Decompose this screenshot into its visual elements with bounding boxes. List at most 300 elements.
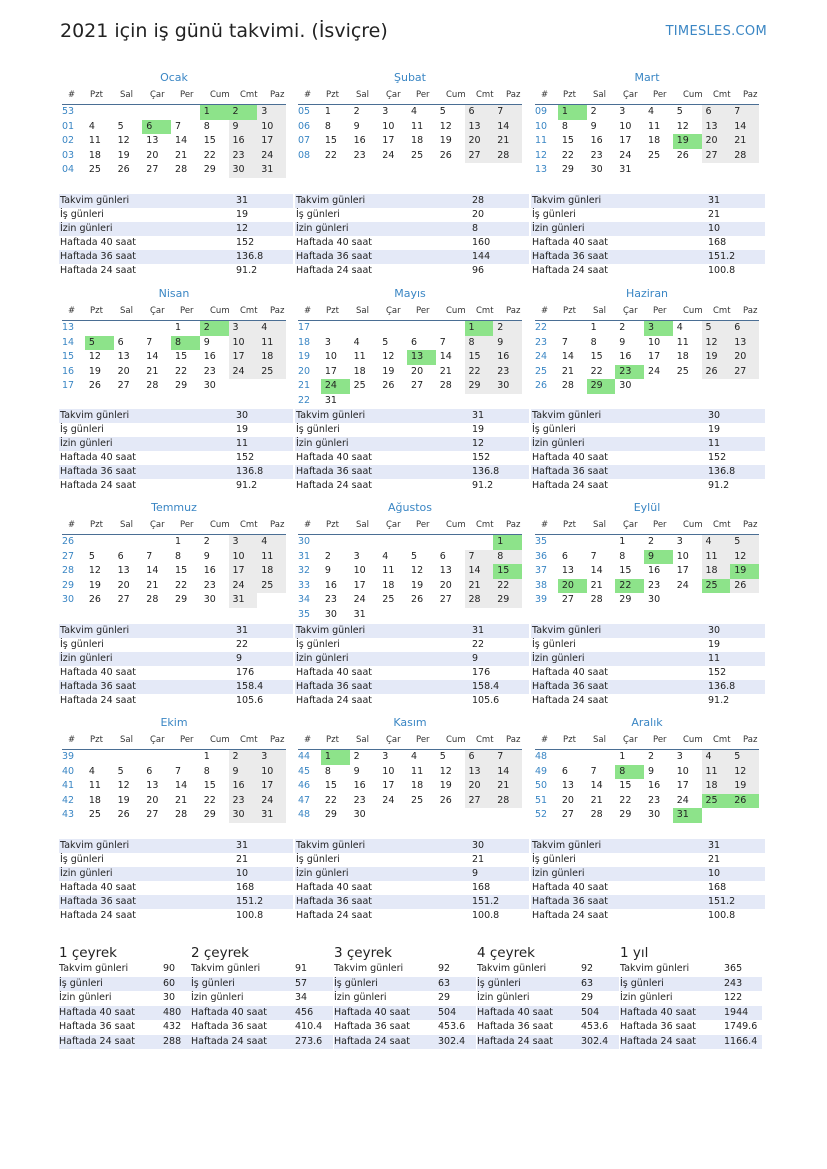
day-cell: 24 [382,794,395,806]
day-cell: 23 [353,794,366,806]
month-stats [295,839,529,923]
stat-value: 152 [708,667,727,678]
quarter-stat-row [620,1006,762,1021]
stat-value: 160 [472,237,491,248]
day-cell: 18 [411,135,424,146]
day-cell: 3 [676,536,683,547]
week-number: 07 [298,135,311,146]
day-cell: 5 [117,120,124,132]
week-row [535,321,759,336]
day-cell: 12 [702,336,731,351]
stat-value: 57 [295,977,308,989]
stat-row [295,694,529,708]
weekday-header [62,516,286,535]
week-number: 53 [62,106,75,117]
stat-row [531,194,765,208]
day-cell: 10 [257,765,286,780]
day-cell: 2 [619,322,626,333]
day-cell: 6 [465,105,494,120]
stat-row [531,652,765,666]
holiday-day: 3 [644,321,673,336]
day-cell: 28 [561,380,574,391]
week-row [535,336,759,351]
month-block [298,70,522,163]
month-name: Ocak [160,71,188,84]
day-cell: 9 [229,120,258,135]
stat-row [531,666,765,680]
day-cell: 14 [146,565,159,576]
stat-label: Haftada 24 saat [60,910,136,921]
day-cell: 8 [324,120,331,132]
week-number: 05 [298,106,311,117]
week-number: 34 [298,594,311,605]
weekday-label: Cum [683,90,703,100]
stat-label: Haftada 36 saat [60,896,136,907]
day-cell: 20 [117,365,130,377]
day-cell: 28 [146,594,159,605]
month-name: Temmuz [151,501,197,514]
stat-value: 1166.4 [724,1035,758,1047]
month-block [62,286,286,394]
day-cell: 2 [353,106,360,117]
day-cell: 30 [648,594,661,605]
holiday-day: 19 [673,134,702,149]
stat-label: Takvim günleri [296,410,366,421]
stat-row [295,479,529,493]
day-cell: 21 [465,579,494,594]
day-cell: 28 [175,809,188,820]
day-cell: 20 [146,149,159,161]
week-row [298,105,522,120]
stat-value: 504 [581,1006,600,1018]
day-cell: 4 [353,336,360,348]
week-row [535,163,759,178]
stat-label: Haftada 40 saat [477,1006,553,1018]
day-cell: 17 [382,135,395,146]
day-cell: 6 [561,765,568,777]
stat-value: 91.2 [236,265,258,276]
day-cell [407,394,436,409]
stat-value: 1944 [724,1006,749,1018]
week-number: 48 [535,751,548,762]
day-cell: 22 [175,579,188,591]
week-row [62,365,286,380]
weekday-label: Pzt [90,520,103,530]
stat-row [295,853,529,867]
day-cell: 20 [439,579,452,591]
day-cell: 19 [439,135,452,146]
stat-row [531,264,765,278]
week-number: 32 [298,565,311,576]
stat-value: 31 [236,195,249,206]
weekday-label: Per [180,90,194,100]
day-cell [142,535,171,550]
stat-label: İş günleri [191,977,235,989]
week-number: 28 [62,565,75,576]
stat-value: 21 [236,854,249,865]
stat-row [531,222,765,236]
holiday-day: 6 [142,120,171,135]
day-cell: 8 [590,336,597,348]
weekday-label: Pzt [90,735,103,745]
day-cell: 17 [648,351,661,362]
day-cell: 18 [702,564,731,579]
day-cell: 22 [203,149,216,161]
stat-label: Takvim günleri [334,963,404,974]
stat-value: 30 [236,410,249,421]
weekday-label: # [541,90,549,100]
stat-label: Haftada 40 saat [296,452,372,463]
stat-value: 31 [472,625,485,636]
day-cell: 4 [411,751,418,762]
day-cell: 27 [117,380,130,391]
week-row [62,336,286,351]
day-cell: 4 [702,750,731,765]
stat-row [59,264,293,278]
day-cell: 16 [648,780,661,791]
day-cell: 11 [257,550,286,565]
day-cell [702,379,731,394]
day-cell: 22 [203,794,216,806]
day-cell [114,535,143,550]
day-cell: 26 [730,579,759,594]
day-cell: 5 [676,106,683,117]
day-cell [587,750,616,765]
day-cell: 19 [117,149,130,161]
stat-value: 100.8 [236,910,264,921]
day-cell: 25 [676,365,689,377]
week-number: 01 [62,120,75,132]
week-row [62,535,286,550]
day-cell: 29 [619,809,632,820]
stat-value: 100.8 [708,265,736,276]
week-row [535,350,759,365]
day-cell: 11 [648,120,661,132]
day-cell: 14 [561,351,574,362]
day-cell: 24 [648,365,661,377]
stat-value: 96 [472,265,485,276]
weekday-label: Cum [446,90,466,100]
stat-label: Haftada 36 saat [296,251,372,262]
holiday-day: 8 [171,336,200,351]
day-cell: 21 [493,779,522,794]
stat-row [295,624,529,638]
weekday-label: # [68,520,76,530]
day-cell: 10 [353,565,366,576]
day-cell: 20 [117,579,130,591]
day-cell: 12 [730,550,759,565]
week-row [62,163,286,178]
day-cell: 6 [702,105,731,120]
quarter-stat-row [59,991,201,1006]
day-cell: 22 [561,149,574,161]
stat-label: İzin günleri [532,438,585,449]
quarter-stats [620,962,762,1049]
week-row [535,564,759,579]
stat-row [59,250,293,264]
weekday-label: Pzt [326,306,339,316]
quarter-stat-row [620,977,762,992]
day-cell: 14 [175,780,188,791]
day-cell: 18 [257,564,286,579]
day-cell: 28 [175,164,188,175]
stat-row [59,909,293,923]
week-number: 45 [298,765,311,777]
quarter-stat-row [59,962,201,977]
day-cell: 18 [648,135,661,146]
day-cell: 14 [175,135,188,146]
day-cell: 15 [203,135,216,146]
day-cell: 7 [175,120,182,132]
day-cell: 4 [257,535,286,550]
stat-value: 21 [708,209,721,220]
week-number: 33 [298,579,311,591]
day-cell: 30 [324,608,337,620]
day-cell: 15 [619,565,632,576]
day-cell: 13 [146,780,159,791]
day-cell: 6 [117,550,124,562]
stat-value: 453.6 [581,1021,609,1032]
day-cell: 14 [493,120,522,135]
day-cell: 22 [619,794,632,806]
quarter-stats [191,962,333,1049]
day-cell: 8 [324,765,331,777]
stat-value: 12 [472,438,485,449]
stat-label: İzin günleri [532,653,585,664]
week-row [298,593,522,608]
day-cell: 9 [203,336,210,348]
stat-value: 432 [163,1021,182,1032]
day-cell [436,808,465,823]
day-cell: 26 [676,149,689,161]
weekday-label: Per [180,520,194,530]
week-row [62,550,286,565]
day-cell: 25 [257,579,286,594]
month-name: Kasım [393,716,427,729]
day-cell: 22 [465,365,494,380]
stat-row [531,409,765,423]
week-row [535,550,759,565]
day-cell [407,808,436,823]
stat-label: Haftada 24 saat [60,480,136,491]
stat-value: 31 [236,840,249,851]
day-cell: 22 [324,794,337,806]
stat-label: Takvim günleri [532,195,602,206]
stat-label: İş günleri [620,977,664,989]
weekday-header [62,86,286,105]
week-number: 52 [535,809,548,820]
weekday-label: # [68,90,76,100]
week-row [535,105,759,120]
month-block [298,500,522,622]
weekday-label: Sal [593,735,606,745]
weekday-label: Sal [120,520,133,530]
day-cell: 1 [175,536,182,547]
day-cell: 27 [439,594,452,605]
week-row [298,134,522,149]
stat-value: 21 [472,854,485,865]
stat-label: Haftada 40 saat [532,237,608,248]
weekday-label: Çar [386,520,401,530]
day-cell [436,608,465,623]
stat-label: Haftada 24 saat [296,695,372,706]
weekday-label: Cmt [713,520,731,530]
weekday-label: Çar [150,306,165,316]
day-cell: 7 [439,336,446,348]
week-row [62,750,286,765]
holiday-day: 26 [730,794,759,809]
stat-row [531,624,765,638]
stat-value: 176 [236,667,255,678]
day-cell: 30 [203,594,216,605]
stat-row [295,839,529,853]
stat-row [59,839,293,853]
day-cell: 31 [257,163,286,178]
day-cell: 30 [203,380,216,391]
stat-label: Haftada 40 saat [60,452,136,463]
stat-label: Takvim günleri [191,963,261,974]
weekday-label: Sal [356,306,369,316]
day-cell: 14 [730,120,759,135]
quarter-stats [334,962,476,1049]
week-number: 16 [62,365,75,377]
week-row [535,808,759,823]
week-row [298,750,522,765]
week-row [535,794,759,809]
day-cell: 9 [353,765,360,777]
day-cell: 22 [590,365,603,377]
weekday-label: Cmt [476,90,494,100]
day-cell: 12 [117,135,130,146]
day-cell: 21 [493,134,522,149]
weekday-label: # [304,90,312,100]
stat-row [59,680,293,694]
day-cell: 24 [257,794,286,809]
day-cell: 31 [353,608,366,620]
day-cell: 27 [465,149,494,164]
day-cell: 5 [117,765,124,777]
stat-value: 20 [472,209,485,220]
day-cell: 12 [88,565,101,576]
weekday-label: Paz [270,306,285,316]
weekday-label: Cmt [476,735,494,745]
stat-value: 158.4 [472,681,500,692]
day-cell: 27 [702,149,731,164]
quarter-stats [59,962,201,1049]
day-cell: 4 [648,106,655,117]
day-cell: 15 [175,351,188,362]
day-cell [465,808,494,823]
week-row [298,550,522,565]
day-cell [436,394,465,409]
day-cell: 29 [324,809,337,820]
day-cell [673,163,702,178]
day-cell: 5 [411,550,418,562]
weekday-label: Çar [623,306,638,316]
stat-row [59,638,293,652]
stat-row [59,194,293,208]
month-stats [295,624,529,708]
weekday-label: Cum [683,520,703,530]
weekday-label: Cum [210,735,230,745]
stat-value: 91 [295,963,308,974]
day-cell: 23 [648,794,661,806]
day-cell: 13 [465,765,494,780]
day-cell: 20 [465,134,494,149]
stat-label: İzin günleri [59,992,112,1003]
week-number: 22 [535,322,548,333]
quarter-stat-row [334,1020,476,1035]
day-cell: 21 [146,365,159,377]
month-stats [531,194,765,278]
day-cell: 23 [203,579,216,591]
stat-value: 30 [708,410,721,421]
day-cell: 23 [493,365,522,380]
day-cell: 27 [730,365,759,380]
day-cell: 13 [146,135,159,146]
stat-row [295,409,529,423]
day-cell: 24 [676,579,689,591]
week-row [62,593,286,608]
day-cell [171,750,200,765]
quarter-stat-row [334,977,476,992]
stat-value: 136.8 [708,681,736,692]
week-number: 37 [535,565,548,576]
day-cell: 20 [411,365,424,377]
day-cell [702,593,731,608]
holiday-day: 22 [615,579,644,594]
day-cell: 30 [648,809,661,820]
quarter-stat-row [334,962,476,977]
stat-value: 91.2 [708,695,730,706]
stat-value: 19 [236,209,249,220]
holiday-day: 13 [407,350,436,365]
month-block [535,70,759,178]
weekday-label: Sal [593,520,606,530]
stat-row [59,409,293,423]
brand-link[interactable]: TIMESLES.COM [665,24,767,39]
day-cell [730,593,759,608]
month-stats [295,409,529,493]
day-cell: 19 [439,780,452,791]
day-cell: 3 [257,750,286,765]
day-cell: 26 [411,594,424,605]
day-cell: 6 [146,765,153,777]
weekday-label: Per [653,90,667,100]
month-name: Nisan [158,287,190,300]
day-cell: 17 [229,350,258,365]
stat-value: 480 [163,1006,182,1018]
stat-row [295,236,529,250]
stat-row [295,208,529,222]
quarter-summary [477,944,619,1049]
stat-row [531,437,765,451]
day-cell [321,321,350,336]
day-cell: 27 [411,380,424,391]
day-cell: 29 [561,164,574,175]
stat-value: 91.2 [472,480,494,491]
stat-label: Haftada 36 saat [477,1021,553,1032]
weekday-label: Sal [356,735,369,745]
stat-value: 31 [708,195,721,206]
day-cell: 2 [353,751,360,762]
stat-value: 31 [708,840,721,851]
stat-value: 302.4 [581,1035,609,1047]
day-cell: 7 [590,550,597,562]
stat-value: 122 [724,992,743,1003]
stat-value: 168 [472,882,491,893]
day-cell: 8 [203,120,210,132]
